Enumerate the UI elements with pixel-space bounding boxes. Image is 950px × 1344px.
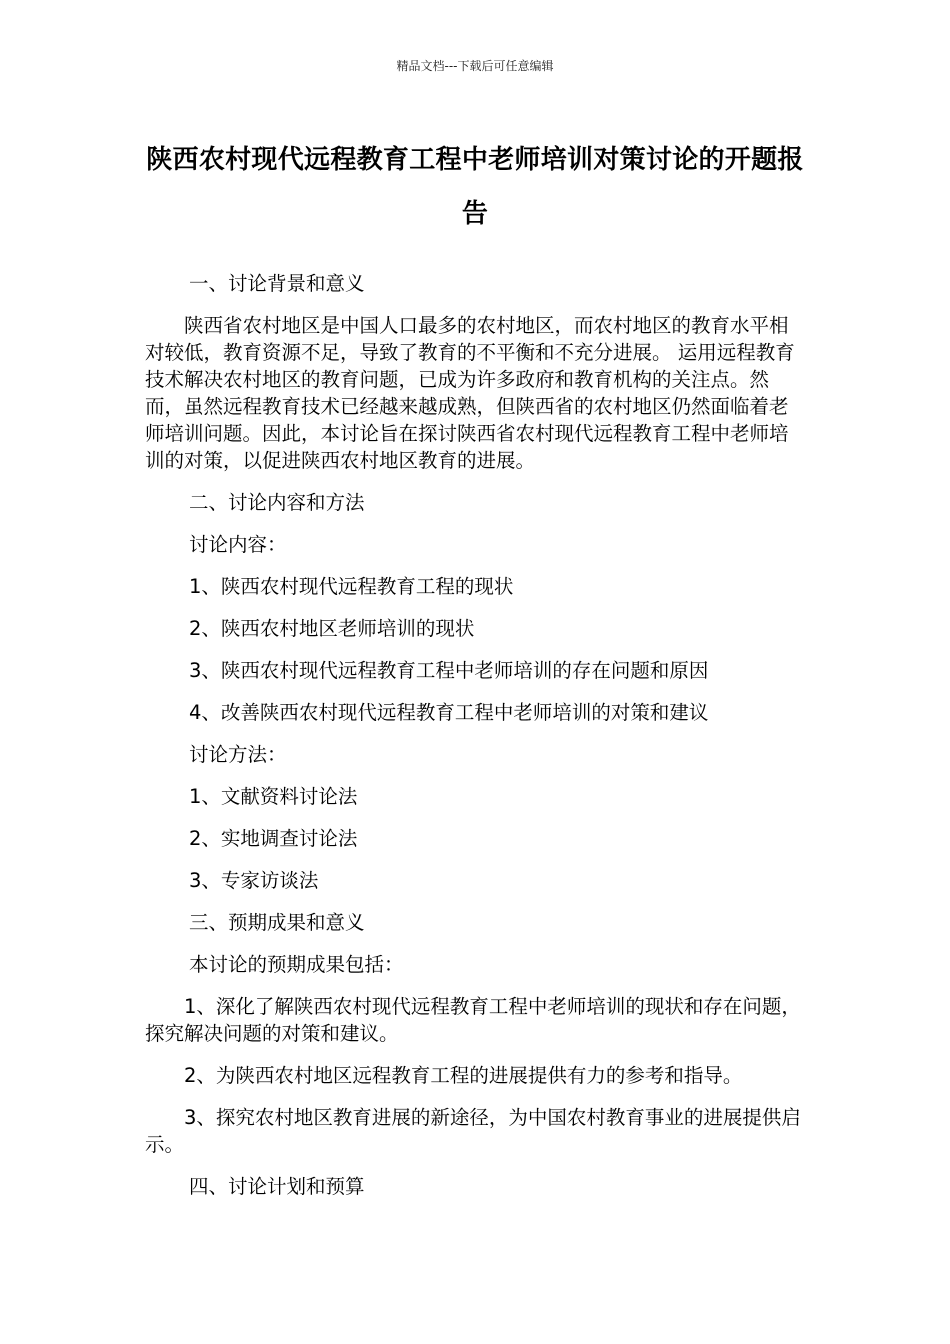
page-header: 精品文档---下载后可任意编辑 [396,59,554,73]
background-paragraph: 陕西省农村地区是中国人口最多的农村地区，而农村地区的教育水平相对较低，教育资源不足，导致了教育的不平衡和不充分进展。 运用远程教育技术解决农村地区的教育问题，已成为许多政府和教育机构的关注点。然而，虽然远程教育技术已经越来越成熟，但陕西省的农村地区仍然面临着老师培训问题。因此，本讨论旨在探讨陕西省农村现代远程教育工程中老师培训的对策，以促进陕西农村地区教育的进展。 [145,314,795,472]
result-item: 3、探究农村地区教育进展的新途径，为中国农村教育事业的进展提供启示。 [145,1106,801,1156]
method-item: 3、专家访谈法 [189,869,319,892]
content-item: 3、陕西农村现代远程教育工程中老师培训的存在问题和原因 [189,659,709,682]
method-label: 讨论方法： [189,743,287,766]
method-item: 1、文献资料讨论法 [189,785,358,808]
section-heading-3: 三、预期成果和意义 [189,911,365,934]
result-item: 2、为陕西农村地区远程教育工程的进展提供有力的参考和指导。 [184,1064,743,1087]
content-item: 1、陕西农村现代远程教育工程的现状 [189,575,514,598]
content-item: 4、改善陕西农村现代远程教育工程中老师培训的对策和建议 [189,701,709,724]
document-title: 陕西农村现代远程教育工程中老师培训对策讨论的开题报告 [146,145,804,229]
result-item: 1、深化了解陕西农村现代远程教育工程中老师培训的现状和存在问题，探究解决问题的对策和建议。 [145,995,801,1045]
content-label: 讨论内容： [189,533,287,556]
method-item: 2、实地调查讨论法 [189,827,358,850]
content-item: 2、陕西农村地区老师培训的现状 [189,617,475,640]
section-heading-1: 一、讨论背景和意义 [189,272,365,295]
section-heading-2: 二、讨论内容和方法 [189,491,365,514]
results-intro: 本讨论的预期成果包括： [189,953,404,976]
section-heading-4: 四、讨论计划和预算 [189,1175,365,1198]
document-body [145,270,807,1200]
